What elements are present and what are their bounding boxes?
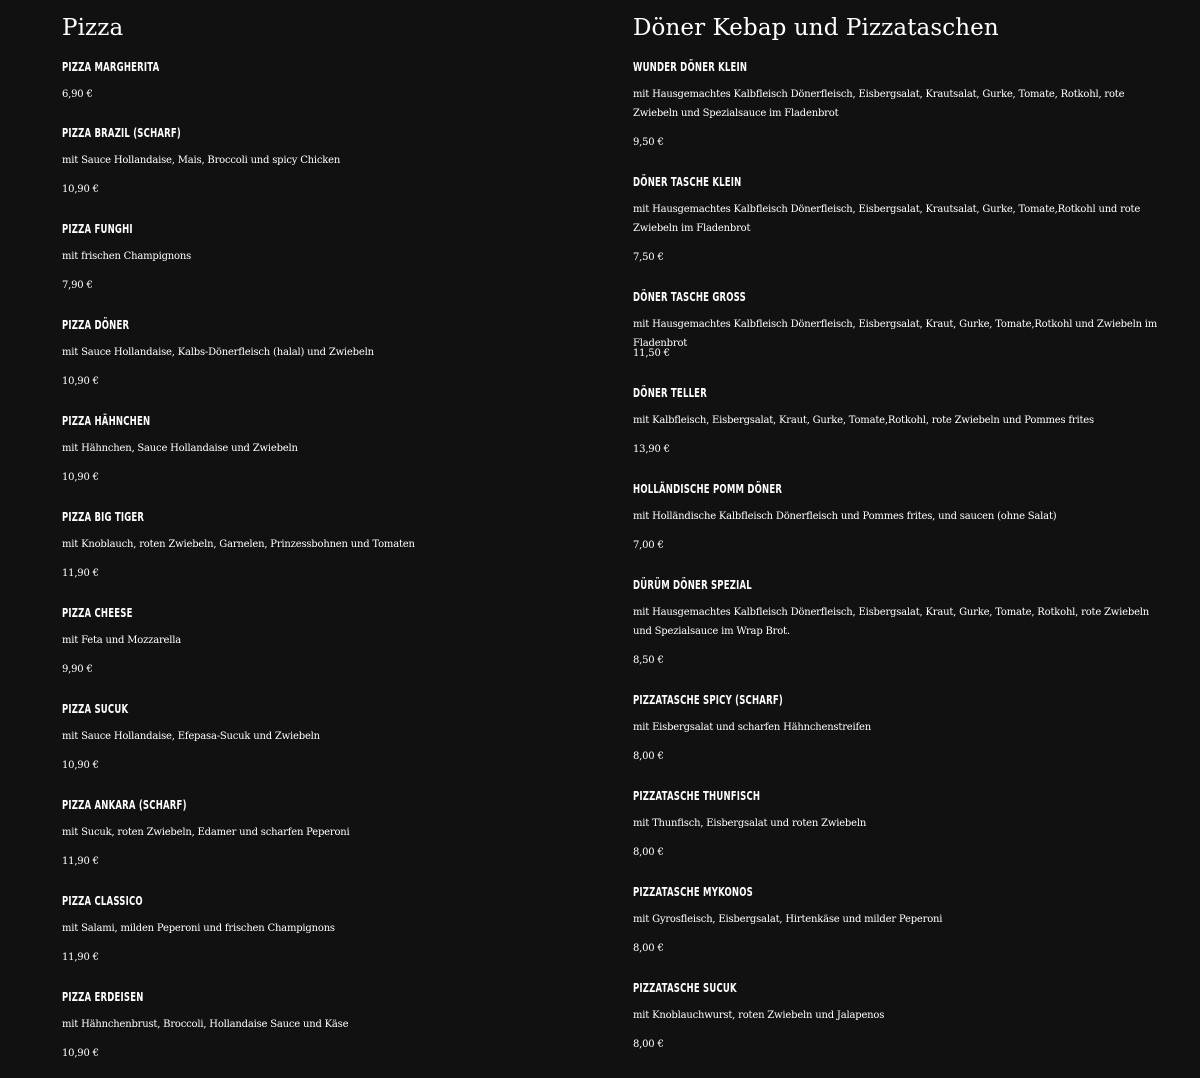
menu-item-price: 9,50 € (633, 137, 664, 148)
menu-item-name: PIZZA CHEESE (62, 605, 133, 620)
menu-item-name: PIZZA MARGHERITA (62, 59, 160, 74)
menu-item-name: PIZZA FUNGHI (62, 221, 133, 236)
menu-item-description: mit Sauce Hollandaise, Kalbs-Dönerfleisch (halal) und Zwiebeln (62, 347, 374, 358)
menu-item-price: 8,00 € (633, 751, 664, 762)
menu-item-name: DÖNER TASCHE KLEIN (633, 174, 742, 189)
menu-item-price: 7,90 € (62, 280, 93, 291)
menu-item-price: 10,90 € (62, 376, 99, 387)
menu-item-description: mit Hähnchen, Sauce Hollandaise und Zwiebeln (62, 443, 298, 454)
menu-item-name: DÖNER TASCHE GROSS (633, 289, 746, 304)
menu-item-price: 8,00 € (633, 847, 664, 858)
menu-item-name: PIZZA ANKARA (SCHARF) (62, 797, 187, 812)
menu-item-name: PIZZA CLASSICO (62, 893, 143, 908)
menu-item-description: mit Hausgemachtes Kalbfleisch Dönerfleisch, Eisbergsalat, Krautsalat, Gurke, Tomate,Rotkohl und rote Zwiebeln im Fladenbrot (633, 204, 1141, 234)
menu-item-price: 11,90 € (62, 952, 99, 963)
menu-item-price: 8,50 € (633, 655, 664, 666)
menu-item-name: PIZZATASCHE MYKONOS (633, 884, 753, 899)
menu-item-name: HOLLÄNDISCHE POMM DÖNER (633, 481, 783, 496)
menu-item-price: 8,00 € (633, 943, 664, 954)
menu-item-description: mit Sucuk, roten Zwiebeln, Edamer und scharfen Peperoni (62, 827, 350, 838)
menu-item-description: mit frischen Champignons (62, 251, 192, 262)
menu-item-description: mit Knoblauch, roten Zwiebeln, Garnelen, Prinzessbohnen und Tomaten (62, 539, 415, 550)
menu-item-price: 10,90 € (62, 760, 99, 771)
menu-item-description: mit Holländische Kalbfleisch Dönerfleisch und Pommes frites, und saucen (ohne Salat) (633, 511, 1057, 522)
menu-item-name: PIZZATASCHE SUCUK (633, 980, 737, 995)
menu-item-price: 10,90 € (62, 472, 99, 483)
menu-item-name: DÖNER TELLER (633, 385, 707, 400)
menu-item-name: PIZZA BRAZIL (SCHARF) (62, 125, 182, 140)
menu-item-name: PIZZA HÄHNCHEN (62, 413, 151, 428)
menu-item-price: 6,90 € (62, 89, 93, 100)
menu-item-price: 10,90 € (62, 184, 99, 195)
menu-item-description: mit Hausgemachtes Kalbfleisch Dönerfleisch, Eisbergsalat, Kraut, Gurke, Tomate, Rotkohl, rote Zwiebeln und Spezialsauce im Wrap Brot. (633, 607, 1150, 637)
menu-item-name: PIZZA BIG TIGER (62, 509, 145, 524)
menu-item-price: 9,90 € (62, 664, 93, 675)
menu-item-name: PIZZA DÖNER (62, 317, 130, 332)
menu-item-price: 11,50 € (633, 348, 670, 359)
menu-item-name: PIZZATASCHE THUNFISCH (633, 788, 761, 803)
menu-item-price: 10,90 € (62, 1048, 99, 1059)
menu-item-name: PIZZATASCHE SPICY (SCHARF) (633, 692, 783, 707)
menu-item-price: 13,90 € (633, 444, 670, 455)
menu-item-name: DÜRÜM DÖNER SPEZIAL (633, 577, 752, 592)
menu-item-price: 11,90 € (62, 856, 99, 867)
menu-item-price: 7,50 € (633, 252, 664, 263)
menu-item-description: mit Sauce Hollandaise, Efepasa-Sucuk und Zwiebeln (62, 731, 320, 742)
menu-item-description: mit Hausgemachtes Kalbfleisch Dönerfleisch, Eisbergsalat, Krautsalat, Gurke, Tomate, Rotkohl, rote Zwiebeln und Spezialsauce im Fladenbrot (633, 89, 1125, 119)
menu-item-description: mit Feta und Mozzarella (62, 635, 182, 646)
menu-item-description: mit Eisbergsalat und scharfen Hähnchenstreifen (633, 722, 871, 733)
menu-item-price: 11,90 € (62, 568, 99, 579)
menu-item-description: mit Thunfisch, Eisbergsalat und roten Zwiebeln (633, 818, 867, 829)
menu-item-description: mit Sauce Hollandaise, Mais, Broccoli und spicy Chicken (62, 155, 341, 166)
menu-item-name: WUNDER DÖNER KLEIN (633, 59, 748, 74)
menu-item-description: mit Salami, milden Peperoni und frischen Champignons (62, 923, 335, 934)
menu-item-description: mit Kalbfleisch, Eisbergsalat, Kraut, Gurke, Tomate,Rotkohl, rote Zwiebeln und Pommes frites (633, 415, 1094, 426)
menu-item-description: mit Gyrosfleisch, Eisbergsalat, Hirtenkäse und milder Peperoni (633, 914, 943, 925)
menu-item-description: mit Hausgemachtes Kalbfleisch Dönerfleisch, Eisbergsalat, Kraut, Gurke, Tomate,Rotkohl und Zwiebeln im Fladenbrot (633, 319, 1158, 349)
menu-item-name: PIZZA ERDEISEN (62, 989, 144, 1004)
menu-item-price: 7,00 € (633, 540, 664, 551)
menu-item-description: mit Hähnchenbrust, Broccoli, Hollandaise Sauce und Käse (62, 1019, 349, 1030)
menu-item-description: mit Knoblauchwurst, roten Zwiebeln und Jalapenos (633, 1010, 885, 1021)
section-title-doener: Döner Kebap und Pizzataschen (633, 15, 999, 41)
menu-item-name: PIZZA SUCUK (62, 701, 129, 716)
menu-item-price: 8,00 € (633, 1039, 664, 1050)
section-title-pizza: Pizza (62, 15, 124, 41)
